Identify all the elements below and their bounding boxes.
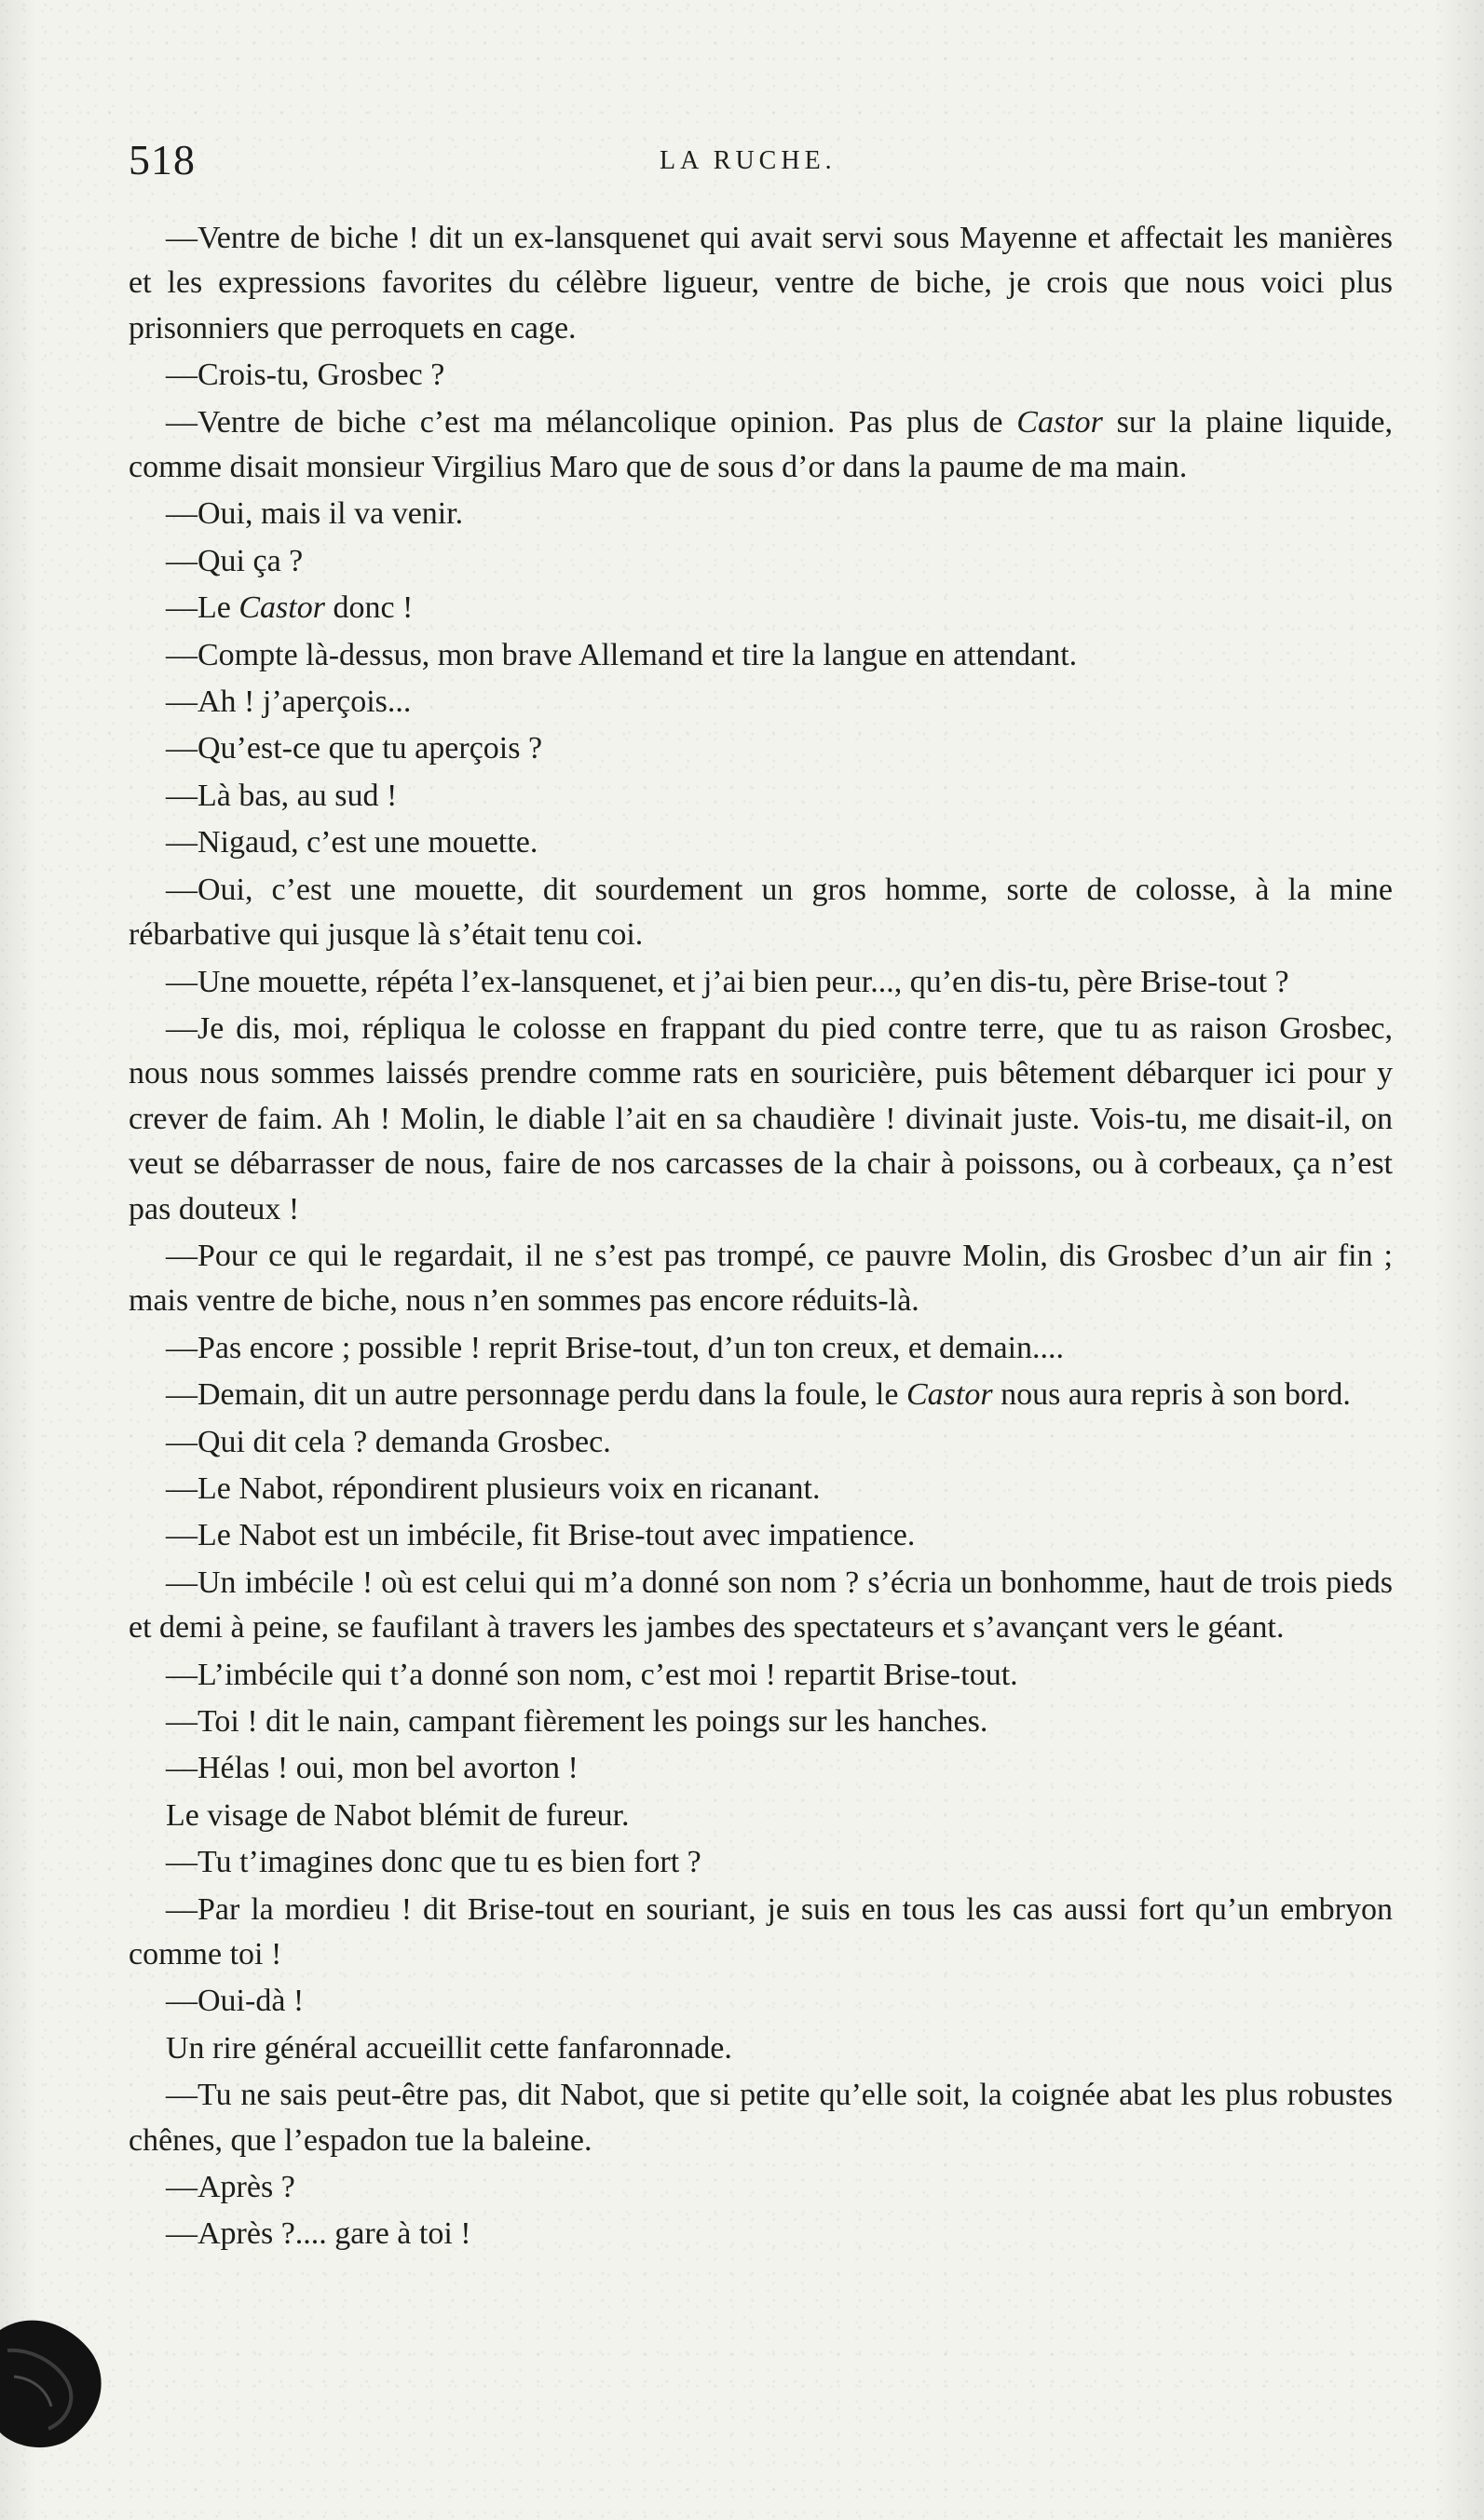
paragraph: Un rire général accueillit cette fanfaronnade. xyxy=(166,2030,732,2066)
paragraph: —Demain, dit un autre personnage perdu dans la foule, le Castor nous aura repris à son bord. xyxy=(166,1377,1351,1413)
body-text xyxy=(129,216,1393,2259)
paragraph: —Une mouette, répéta l’ex-lansquenet, et j’ai bien peur..., qu’en dis-tu, père Brise-tout ? xyxy=(166,964,1289,999)
paragraph: —Pas encore ; possible ! reprit Brise-tout, d’un ton creux, et demain.... xyxy=(166,1330,1065,1365)
paragraph: —L’imbécile qui t’a donné son nom, c’est moi ! repartit Brise-tout. xyxy=(166,1657,1018,1692)
paragraph: —Oui, c’est une mouette, dit sourdement un gros homme, sorte de colosse, à la mine rébarbative qui jusque là s’était tenu coi. xyxy=(129,872,1393,953)
paragraph: —Après ?.... gare à toi ! xyxy=(166,2216,471,2252)
paragraph: —Pour ce qui le regardait, il ne s’est pas trompé, ce pauvre Molin, dis Grosbec d’un air fin ; mais ventre de biche, nous n’en sommes pas encore réduits-là. xyxy=(129,1238,1393,1319)
running-title: LA RUCHE. xyxy=(660,146,837,175)
paragraph: —Tu ne sais peut-être pas, dit Nabot, que si petite qu’elle soit, la coignée abat les plus robustes chênes, que l’espadon tue la baleine. xyxy=(129,2078,1393,2158)
page-number: 518 xyxy=(129,136,196,183)
paragraph: —Ventre de biche ! dit un ex-lansquenet qui avait servi sous Mayenne et affectait les manières et les expressions favorites du célèbre ligueur, ventre de biche, je crois que nous voici plus prisonniers que perroquets en cage. xyxy=(129,221,1393,345)
paragraph: —Qui dit cela ? demanda Grosbec. xyxy=(166,1424,611,1459)
paragraph: —Oui, mais il va venir. xyxy=(166,496,464,532)
paragraph: —Toi ! dit le nain, campant fièrement les poings sur les hanches. xyxy=(166,1704,988,1739)
paragraph: —Là bas, au sud ! xyxy=(166,778,398,813)
page-header xyxy=(129,132,1393,188)
paragraph: —Le Nabot est un imbécile, fit Brise-tout avec impatience. xyxy=(166,1518,916,1553)
paragraph: —Crois-tu, Grosbec ? xyxy=(166,358,445,393)
paragraph: —Je dis, moi, répliqua le colosse en frappant du pied contre terre, que tu as raison Grosbec, nous nous sommes laissés prendre comme rats en souricière, puis bêtement débarquer ici pour y crever de faim. Ah ! Molin, le diable l’ait en sa chaudière ! divinait juste. Vois-tu, me disait-il, on veut se débarrasser de nous, faire de nos carcasses de la chair à poissons, ou à corbeaux, ça n’est pas douteux ! xyxy=(129,1010,1393,1226)
paragraph: —Hélas ! oui, mon bel avorton ! xyxy=(166,1751,579,1786)
ink-blot-icon xyxy=(0,2293,112,2451)
paragraph: —Qu’est-ce que tu aperçois ? xyxy=(166,731,543,766)
paragraph: —Oui-dà ! xyxy=(166,1984,305,2019)
paragraph: —Le Castor donc ! xyxy=(166,590,414,626)
paragraph: —Tu t’imagines donc que tu es bien fort ? xyxy=(166,1845,701,1880)
paragraph: —Qui ça ? xyxy=(166,543,304,578)
paragraph: —Compte là-dessus, mon brave Allemand et tire la langue en attendant. xyxy=(166,637,1078,672)
paragraph: —Ventre de biche c’est ma mélancolique opinion. Pas plus de Castor sur la plaine liquide, comme disait monsieur Virgilius Maro que de sous d’or dans la paume de ma main. xyxy=(129,404,1393,485)
paragraph: —Par la mordieu ! dit Brise-tout en souriant, je suis en tous les cas aussi fort qu’un embryon comme toi ! xyxy=(129,1891,1393,1972)
paragraph: —Un imbécile ! où est celui qui m’a donné son nom ? s’écria un bonhomme, haut de trois pieds et demi à peine, se faufilant à travers les jambes des spectateurs et s’avançant vers le géant. xyxy=(129,1565,1393,1646)
paragraph: —Nigaud, c’est une mouette. xyxy=(166,825,538,860)
paragraph: —Après ? xyxy=(166,2170,295,2205)
paragraph: —Ah ! j’aperçois... xyxy=(166,684,412,720)
paragraph: —Le Nabot, répondirent plusieurs voix en ricanant. xyxy=(166,1470,821,1506)
paragraph: Le visage de Nabot blémit de fureur. xyxy=(166,1797,630,1833)
